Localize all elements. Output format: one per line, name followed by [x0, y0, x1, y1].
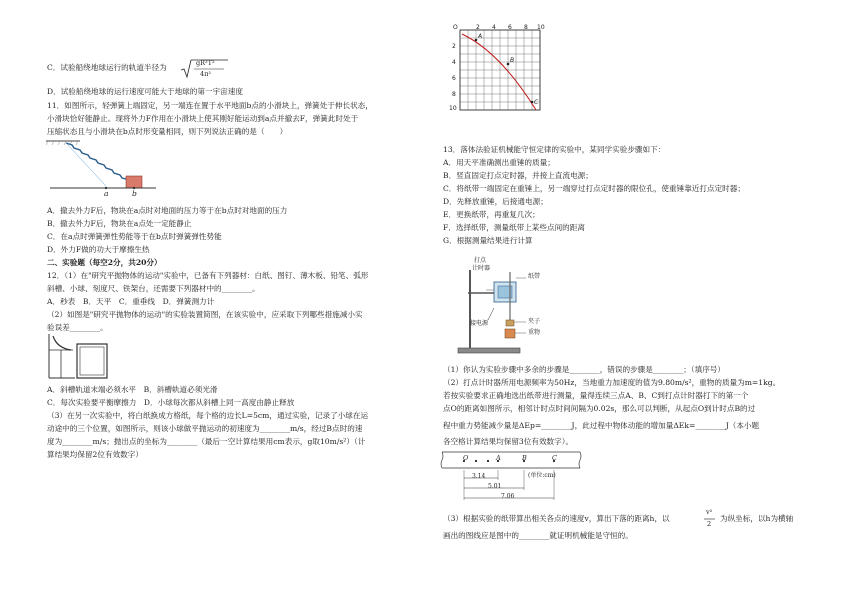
- grid-ytick-3: 6: [452, 75, 456, 82]
- q13-step-f: F．选择纸带，测量纸带上某些点间的距离: [443, 223, 585, 232]
- q12-3-line3: 度为________m/s；抛出点的坐标为________（最后一空计算结果用cm表示，g取10m/s²）（计: [47, 437, 366, 446]
- q12-2-options-cd: C．每次实验要平衡摩擦力 D．小球每次都从斜槽上同一高度由静止释放: [47, 398, 295, 407]
- fraction-denominator: 2: [707, 520, 712, 528]
- grid-point-a: A: [478, 33, 483, 40]
- q11-stem-line3: 压缩状态且与小滑块在b点时形变量相同，则下列说法正确的是（ ）: [47, 127, 288, 136]
- grid-ytick-2: 4: [452, 59, 456, 66]
- label-paper-tape: 纸带: [528, 273, 541, 280]
- q13-part1: （1）你认为实验步骤中多余的步骤是________，错误的步骤是________；（填序号）: [443, 365, 725, 374]
- q13-part2-line5: 各空格计算结果均保留3位有效数字）。: [443, 437, 574, 446]
- tape-distance-oc: 7.06: [501, 493, 515, 500]
- q11-stem-line1: 11．如图所示，轻弹簧上端固定，另一端连在置于水平地面b点的小滑块上，弹簧处于伸长状态，: [47, 101, 373, 110]
- q12-2-line1: （2）如图是"研究平抛物体的运动"的实验装置简图，在该实验中，应采取下列哪些措施减小实: [47, 310, 363, 319]
- q12-line2: 斜槽、小球、刻度尺、铁架台，还需要下列器材中的________。: [47, 284, 260, 293]
- q12-line1: 12．（1）在"研究平抛物体的运动"实验中，已备有下列器材：白纸、图钉、薄木板、铅笔、弧形: [47, 271, 369, 280]
- grid-xtick-1: 2: [476, 24, 480, 31]
- tape-unit: (单位:cm): [528, 472, 556, 479]
- q13-part3-line1a: （3）根据实验的纸带算出相关各点的速度v，算出下落的距离h，以: [443, 514, 670, 523]
- q13-step-a: A．用天平准确测出重锤的质量；: [443, 158, 555, 167]
- right-column: [430, 0, 860, 607]
- tape-point-b: B: [522, 454, 527, 462]
- q13-part2-line2: 若按实验要求正确地选出纸带进行测量，量得连续三点A、B、C到打点计时器打下的第一个: [443, 391, 749, 400]
- q10-option-d: D．试验船绕地球的运行速度可能大于地球的第一宇宙速度: [47, 87, 243, 96]
- label-weight: 重物: [528, 329, 541, 336]
- fig11-label-a: a: [104, 189, 109, 198]
- q12-2-options-ab: A．斜槽轨道末端必须水平 B．斜槽轨道必须光滑: [47, 385, 218, 394]
- tape-point-o: O: [463, 454, 469, 462]
- q13-part2-line4: 程中重力势能减少量是ΔEp=________J，此过程中物体动能的增加量ΔEk=________J（本小题: [443, 421, 760, 430]
- q12-options: A．秒表 B．天平 C．重垂线 D．弹簧测力计: [47, 297, 215, 306]
- label-timer-2: 计时器: [472, 265, 491, 272]
- formula-denominator: 4π²: [200, 70, 212, 78]
- section-2-heading: 二、实验题（每空2分，共20分）: [47, 258, 162, 267]
- grid-ytick-5: 10: [449, 105, 457, 112]
- q13-step-d: D．先释放重锤，后接通电源；: [443, 197, 548, 206]
- grid-ytick-1: 2: [452, 43, 456, 50]
- q12-3-line1: （3）在另一次实验中，将白纸换成方格纸，每个格的边长L=5cm，通过实验，记录了小球在运: [47, 411, 369, 420]
- q13-part2-line3: 点O的距离如图所示，相邻计时点时间间隔为0.02s，那么可以判断，从起点O到计时点B的过: [443, 404, 756, 413]
- q13-part3-line1b: 为纵坐标，以h为横轴: [720, 514, 794, 523]
- grid-point-c: C: [534, 99, 539, 106]
- grid-xtick-4: 8: [524, 24, 528, 31]
- q13-step-g: G．根据测量结果进行计算: [443, 236, 533, 245]
- q11-option-b: B．撤去外力F后，物块在a点处一定能静止: [47, 219, 192, 228]
- label-power: 接电源: [470, 320, 489, 327]
- fraction-numerator: v²: [706, 508, 713, 516]
- projectile-apparatus-figure: [47, 330, 117, 382]
- grid-ytick-4: 8: [452, 91, 456, 98]
- q10-option-c: C．试验船绕地球运行的轨道半径为: [47, 63, 167, 72]
- q11-option-c: C．在a点时弹簧弹性势能等于在b点时弹簧弹性势能: [47, 232, 222, 241]
- q13-step-c: C．将纸带一端固定在重锤上，另一端穿过打点定时器的限位孔，使重锤靠近打点定时器；: [443, 184, 745, 193]
- q13-part2-line1: （2）打点计时器所用电源频率为50Hz，当地重力加速度的值为9.80m/s²，重物的质量为m=1kg。: [443, 378, 781, 387]
- q12-3-line2: 动途中的三个位置，如图所示，则该小球做平抛运动的初速度为________m/s，经过B点时的速: [47, 424, 363, 433]
- tape-point-a: A: [496, 454, 501, 462]
- tape-point-c: C: [552, 454, 557, 462]
- grid-xtick-5: 10: [537, 24, 545, 31]
- q12-3-line4: 算结果均保留2位有效数字）: [47, 450, 143, 459]
- q11-option-d: D．外力F做的功大于摩擦生热: [47, 245, 150, 254]
- q13-title: 13．落体法验证机械能守恒定律的实验中，某同学实验步骤如下：: [443, 145, 666, 154]
- grid-origin: O: [453, 24, 458, 31]
- q11-stem-line2: 小滑块恰好能静止。现将外力F作用在小滑块上使其刚好能运动到a点并撤去F，弹簧此时处于: [47, 114, 359, 123]
- q12-2-line2: 验误差________。: [47, 323, 108, 332]
- timer-apparatus-figure: [454, 248, 564, 358]
- fraction-bar: [704, 518, 716, 520]
- label-timer: 打点: [474, 257, 487, 264]
- label-clip: 夹子: [528, 318, 541, 325]
- tape-distance-ob: 5.01: [488, 483, 502, 490]
- tape-distance-oa: 3.14: [472, 473, 486, 480]
- grid-xtick-3: 6: [508, 24, 512, 31]
- formula-numerator: gR²T²: [196, 59, 215, 67]
- q13-part3-line2: 画出的图线应是图中的________就证明机械能是守恒的。: [443, 531, 633, 540]
- q13-step-e: E．更换纸带，再重复几次；: [443, 210, 540, 219]
- q11-option-a: A．撤去外力F后，物块在a点时对地面的压力等于在b点时对地面的压力: [47, 206, 288, 215]
- fig11-label-b: b: [132, 189, 137, 198]
- q13-step-b: B．竖直固定打点定时器，并接上直流电源；: [443, 171, 593, 180]
- grid-xtick-2: 4: [492, 24, 496, 31]
- grid-point-b: B: [510, 57, 515, 64]
